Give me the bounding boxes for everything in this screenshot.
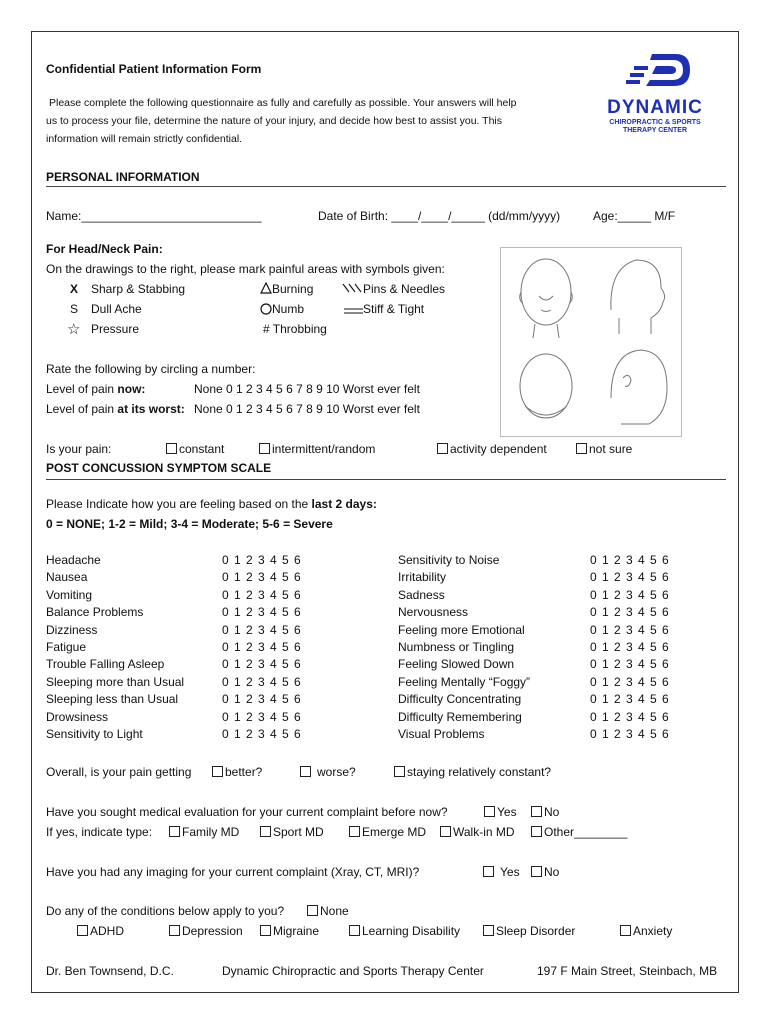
better-label: better?	[225, 765, 263, 779]
pain-worst-bold: at its worst:	[117, 402, 185, 416]
other-checkbox[interactable]	[531, 825, 627, 839]
symptom-scale[interactable]: 0 1 2 3 4 5 6	[222, 710, 302, 724]
sleep-disorder-checkbox[interactable]	[483, 924, 575, 938]
sport-md-label: Sport MD	[273, 825, 324, 839]
rate-intro: Rate the following by circling a number:	[46, 362, 256, 376]
concussion-heading: POST CONCUSSION SYMPTOM SCALE	[46, 461, 272, 475]
sport-md-checkbox[interactable]	[260, 825, 324, 839]
footer-clinic: Dynamic Chiropractic and Sports Therapy Center	[222, 964, 484, 978]
depression-label: Depression	[182, 924, 243, 938]
anxiety-label: Anxiety	[633, 924, 673, 938]
name-field[interactable]: Name:___________________________	[46, 209, 262, 223]
personal-heading: PERSONAL INFORMATION	[46, 170, 200, 184]
head-drawings[interactable]	[500, 247, 682, 437]
medical-no-checkbox[interactable]	[531, 805, 559, 819]
imaging-yes-label: Yes	[500, 865, 520, 879]
symptom-scale[interactable]: 0 1 2 3 4 5 6	[590, 640, 670, 654]
logo-d-icon	[590, 50, 720, 92]
symptom-label: Visual Problems	[398, 727, 485, 741]
imaging-no-label: No	[544, 865, 560, 879]
symptom-label: Dizziness	[46, 623, 98, 637]
imaging-no-checkbox[interactable]	[531, 865, 559, 879]
walkin-md-checkbox[interactable]	[440, 825, 515, 839]
concussion-intro	[46, 497, 377, 511]
pain-now-row[interactable]	[46, 382, 145, 396]
dob-field[interactable]: Date of Birth: ____/____/_____ (dd/mm/yyyy)	[318, 209, 561, 223]
symptom-scale[interactable]: 0 1 2 3 4 5 6	[222, 640, 302, 654]
star-icon: ☆	[67, 321, 81, 338]
symptom-scale[interactable]: 0 1 2 3 4 5 6	[222, 623, 302, 637]
worse-label: worse?	[317, 765, 356, 779]
symptom-label: Difficulty Concentrating	[398, 692, 522, 706]
concussion-intro-text: Please Indicate how you are feeling based on the	[46, 497, 309, 511]
symbol-x: X	[70, 282, 79, 296]
pain-intermittent-checkbox[interactable]	[259, 442, 375, 456]
sleep-disorder-label: Sleep Disorder	[496, 924, 576, 938]
head-neck-heading: For Head/Neck Pain:	[46, 242, 163, 256]
symptom-scale[interactable]: 0 1 2 3 4 5 6	[222, 727, 302, 741]
migraine-label: Migraine	[273, 924, 320, 938]
symptom-scale[interactable]: 0 1 2 3 4 5 6	[222, 675, 302, 689]
symbol-throbbing-label: # Throbbing	[263, 322, 327, 336]
section-divider	[46, 479, 726, 480]
symptom-label: Feeling Slowed Down	[398, 657, 515, 671]
constant-label: staying relatively constant?	[407, 765, 552, 779]
circle-icon	[260, 303, 272, 318]
medical-label: Have you sought medical evaluation for your current complaint before now?	[46, 805, 448, 819]
form-title: Confidential Patient Information Form	[46, 62, 262, 76]
pain-constant-label: constant	[179, 442, 225, 456]
intro-line-1: Please complete the following questionnaire as fully and carefully as possible. Your answers will help	[49, 97, 517, 109]
symptom-label: Sensitivity to Noise	[398, 553, 500, 567]
family-md-checkbox[interactable]	[169, 825, 239, 839]
pain-type-label: Is your pain:	[46, 442, 112, 456]
medical-yes-checkbox[interactable]	[484, 805, 517, 819]
age-sex-field[interactable]: Age:_____ M/F	[593, 209, 676, 223]
symptom-label: Vomiting	[46, 588, 93, 602]
symptom-label: Fatigue	[46, 640, 87, 654]
adhd-label: ADHD	[90, 924, 125, 938]
symptom-scale[interactable]: 0 1 2 3 4 5 6	[222, 588, 302, 602]
symptom-label: Sensitivity to Light	[46, 727, 143, 741]
symbol-s-label: Dull Ache	[91, 302, 142, 316]
clinic-logo	[590, 50, 720, 135]
drawing-instructions: On the drawings to the right, please mark painful areas with symbols given:	[46, 262, 445, 276]
symptom-scale[interactable]: 0 1 2 3 4 5 6	[222, 570, 302, 584]
family-md-label: Family MD	[182, 825, 240, 839]
symptom-scale[interactable]: 0 1 2 3 4 5 6	[590, 710, 670, 724]
symptom-scale[interactable]: 0 1 2 3 4 5 6	[590, 570, 670, 584]
logo-wordmark: DYNAMIC	[607, 97, 703, 118]
pain-not-sure-label: not sure	[589, 442, 633, 456]
symptom-label: Headache	[46, 553, 101, 567]
pain-now-bold: now:	[117, 382, 146, 396]
imaging-yes-checkbox[interactable]	[483, 865, 520, 879]
symptom-label: Difficulty Remembering	[398, 710, 522, 724]
footer-doctor: Dr. Ben Townsend, D.C.	[46, 964, 174, 978]
symbol-x-label: Sharp & Stabbing	[91, 282, 186, 296]
anxiety-checkbox[interactable]	[620, 924, 672, 938]
other-label: Other________	[544, 825, 628, 839]
symptom-label: Numbness or Tingling	[398, 640, 515, 654]
symptom-label: Sleeping less than Usual	[46, 692, 179, 706]
conditions-label: Do any of the conditions below apply to you?	[46, 904, 285, 918]
symbol-pins-label: Pins & Needles	[363, 282, 446, 296]
pain-worst-scale[interactable]: None 0 1 2 3 4 5 6 7 8 9 10 Worst ever felt	[194, 402, 420, 416]
medical-yes-label: Yes	[497, 805, 517, 819]
walkin-md-label: Walk-in MD	[453, 825, 515, 839]
symptom-scale[interactable]: 0 1 2 3 4 5 6	[222, 553, 302, 567]
worse-checkbox[interactable]	[300, 765, 356, 779]
symptom-scale[interactable]: 0 1 2 3 4 5 6	[590, 588, 670, 602]
symbol-burning-label: Burning	[272, 282, 314, 296]
symptom-scale[interactable]: 0 1 2 3 4 5 6	[590, 727, 670, 741]
pain-now-scale[interactable]: None 0 1 2 3 4 5 6 7 8 9 10 Worst ever felt	[194, 382, 420, 396]
symptom-label: Balance Problems	[46, 605, 144, 619]
learning-disability-label: Learning Disability	[362, 924, 461, 938]
symptom-label: Feeling more Emotional	[398, 623, 525, 637]
symptom-scale[interactable]: 0 1 2 3 4 5 6	[590, 692, 670, 706]
logo-subtitle-2: THERAPY CENTER	[622, 127, 688, 134]
none-checkbox[interactable]	[307, 904, 349, 918]
indicate-label: If yes, indicate type:	[46, 825, 153, 839]
pins-needles-icon	[342, 281, 364, 298]
intro-line-2: us to process your file, determine the nature of your injury, and decide how best to assist you. This	[46, 115, 503, 127]
symptom-scale[interactable]: 0 1 2 3 4 5 6	[222, 657, 302, 671]
intro-line-3: information will remain strictly confidential.	[46, 133, 243, 145]
none-label: None	[320, 904, 349, 918]
imaging-label: Have you had any imaging for your current complaint (Xray, CT, MRI)?	[46, 865, 420, 879]
symptom-label: Trouble Falling Asleep	[46, 657, 165, 671]
symptom-scale[interactable]: 0 1 2 3 4 5 6	[590, 623, 670, 637]
symptom-scale[interactable]: 0 1 2 3 4 5 6	[222, 692, 302, 706]
symptom-scale[interactable]: 0 1 2 3 4 5 6	[590, 675, 670, 689]
depression-checkbox[interactable]	[169, 924, 243, 938]
pain-intermittent-label: intermittent/random	[272, 442, 376, 456]
emerge-md-label: Emerge MD	[362, 825, 427, 839]
severity-legend: 0 = NONE; 1-2 = Mild; 3-4 = Moderate; 5-6 = Severe	[46, 517, 333, 531]
symptom-label: Nausea	[46, 570, 88, 584]
symbol-numb-label: Numb	[272, 302, 305, 316]
symptom-scale[interactable]: 0 1 2 3 4 5 6	[590, 553, 670, 567]
symptom-scale[interactable]: 0 1 2 3 4 5 6	[590, 657, 670, 671]
emerge-md-checkbox[interactable]	[349, 825, 426, 839]
symptom-label: Sleeping more than Usual	[46, 675, 185, 689]
logo-subtitle-1: CHIROPRACTIC & SPORTS	[609, 119, 701, 126]
symptom-label: Irritability	[398, 570, 447, 584]
medical-no-label: No	[544, 805, 560, 819]
pain-worst-label: Level of pain	[46, 402, 115, 416]
pain-not-sure-checkbox[interactable]	[576, 442, 632, 456]
better-checkbox[interactable]	[212, 765, 262, 779]
symbol-s: S	[70, 302, 79, 316]
footer-address: 197 F Main Street, Steinbach, MB	[537, 964, 718, 978]
pain-activity-checkbox[interactable]	[437, 442, 547, 456]
pain-worst-row[interactable]	[46, 402, 185, 416]
section-divider	[46, 186, 726, 187]
symbol-stiff-label: Stiff & Tight	[363, 302, 425, 316]
symptom-label: Nervousness	[398, 605, 469, 619]
symptom-label: Feeling Mentally “Foggy”	[398, 675, 531, 689]
constant-checkbox[interactable]	[394, 765, 551, 779]
symptom-scale[interactable]: 0 1 2 3 4 5 6	[222, 605, 302, 619]
stiff-icon	[344, 304, 364, 318]
symptom-label: Drowsiness	[46, 710, 109, 724]
triangle-icon	[260, 282, 272, 297]
symptom-scale[interactable]: 0 1 2 3 4 5 6	[590, 605, 670, 619]
migraine-checkbox[interactable]	[260, 924, 319, 938]
head-outline-icon	[501, 248, 681, 436]
adhd-checkbox[interactable]	[77, 924, 124, 938]
overall-label: Overall, is your pain getting	[46, 765, 192, 779]
pain-activity-label: activity dependent	[450, 442, 547, 456]
concussion-intro-bold: last 2 days:	[311, 497, 377, 511]
pain-constant-checkbox[interactable]	[166, 442, 224, 456]
symbol-star-label: Pressure	[91, 322, 140, 336]
pain-now-label: Level of pain	[46, 382, 115, 396]
symptom-label: Sadness	[398, 588, 445, 602]
learning-disability-checkbox[interactable]	[349, 924, 460, 938]
